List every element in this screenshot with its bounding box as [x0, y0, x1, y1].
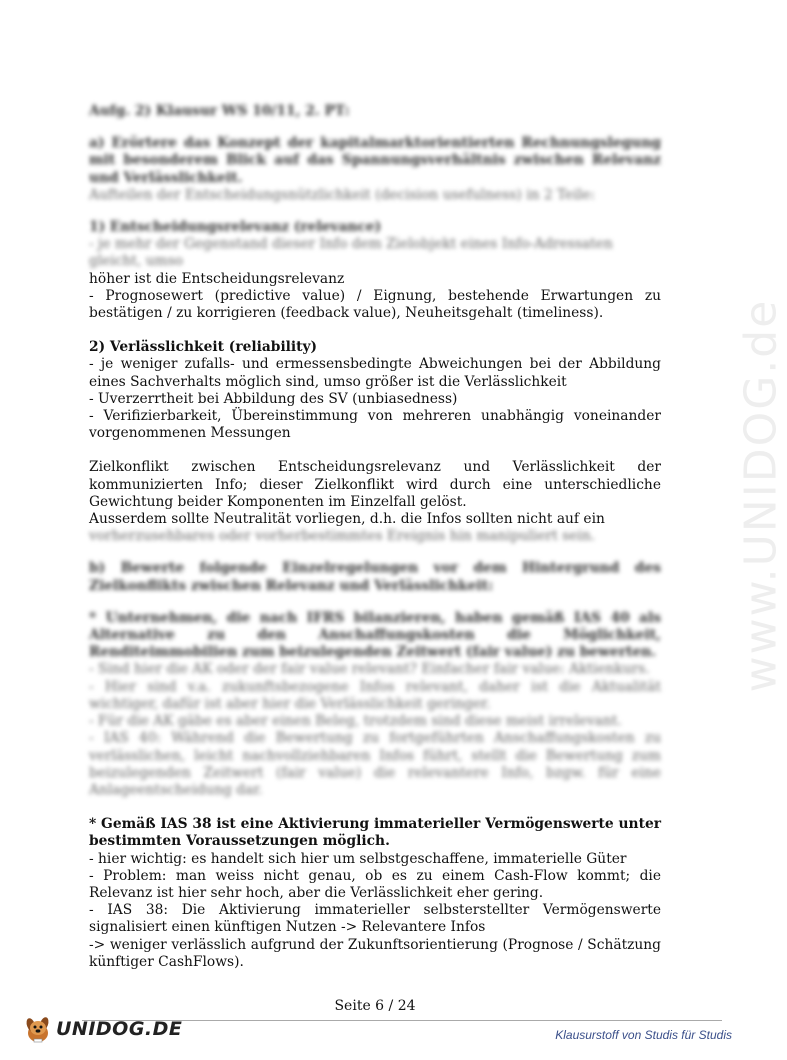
section1-line1-end: höher ist die Entscheidungsrelevanz: [89, 270, 345, 287]
section1-title: 1) Entscheidungsrelevanz (relevance): [89, 219, 382, 236]
neutrality-line: Ausserdem sollte Neutralität vorliegen, d.h. die Infos sollten nicht auf ein: [89, 511, 605, 528]
section1-line2: - Prognosewert (predictive value) / Eignung, bestehende Erwartungen zu bestätigen / zu korrigieren (feedback value), Neuheitsgehalt (timeliness).: [89, 287, 661, 322]
page-number: Seite 6 / 24: [334, 998, 416, 1014]
task-b-text: b) Bewerte folgende Einzelregelungen vor dem Hintergrund des Zielkonflikts zwischen Relevanz und Verlässlichkeit:: [89, 560, 661, 594]
conflict-paragraph: Zielkonflikt zwischen Entscheidungsrelevanz und Verlässlichkeit der kommunizierten Info; dieser Zielkonflikt wird durch eine unterschiedliche Gewichtung beider Komponenten im Einzelfall gelöst.: [89, 459, 661, 510]
task-a-text: a) Erörtere das Konzept der kapitalmarktorientierten Rechnungslegung mit besonderem Blick auf das Spannungsverhältnis zwischen Relevanz und Verlässlichkeit.: [89, 135, 661, 186]
task-a-note: Aufteilen der Entscheidungsnützlichkeit (decision usefulness) in 2 Teile:: [89, 186, 595, 203]
watermark-text: www.UNIDOG.de: [735, 298, 787, 693]
dog-icon: [24, 1014, 52, 1044]
ias40-point: - Hier sind v.a. zukunftsbezogene Infos relevant, daher ist die Aktualität wichtiger, dafür ist aber hier die Verlässlichkeit geringer.: [89, 678, 661, 712]
neutrality-line-blurred: vorherzusehbares oder vorherbestimmtes Ereignis hin manipuliert sein.: [89, 528, 596, 545]
ias38-point: - hier wichtig: es handelt sich hier um selbstgeschaffene, immaterielle Güter: [89, 850, 627, 867]
section1-line1-blurred: - je mehr der Gegenstand dieser Info dem Zielobjekt eines Info-Adressaten gleicht, umso: [89, 236, 613, 270]
footer-tagline: Klausurstoff von Studis für Studis: [555, 1028, 732, 1042]
section2-title: 2) Verlässlichkeit (reliability): [89, 339, 318, 356]
unidog-logo: [24, 1014, 182, 1044]
section2-line1: - je weniger zufalls- und ermessensbedingte Abweichungen bei der Abbildung eines Sachverhalts möglich sind, umso größer ist die Verlässlichkeit: [89, 356, 661, 390]
ias38-title: * Gemäß IAS 38 ist eine Aktivierung immaterieller Vermögenswerte unter bestimmten Voraussetzungen möglich.: [89, 816, 661, 850]
ias40-point: - Sind hier die AK oder der fair value relevant? Einfacher fair value: Aktienkurs.: [89, 661, 650, 678]
exam-heading: Aufg. 2) Klausur WS 10/11, 2. PT:: [89, 103, 350, 119]
document-body: [89, 103, 661, 971]
ias38-point: -> weniger verlässlich aufgrund der Zukunftsorientierung (Prognose / Schätzung künftiger CashFlows).: [89, 936, 661, 970]
section2-line3: - Verifizierbarkeit, Übereinstimmung von mehreren unabhängig voneinander vorgenommenen Messungen: [89, 408, 661, 442]
ias40-point: - IAS 40: Während die Bewertung zu fortgeführten Anschaffungskosten zu verlässlichen, leicht nachvollziehbaren Infos führt, stellt die Bewertung zum beizulegenden Zeitwert (fair value) die relevantere Info, bzgw. für eine Anlageentscheidung dar.: [89, 730, 661, 798]
ias40-title: * Unternehmen, die nach IFRS bilanzieren, haben gemäß IAS 40 als Alternative zu den Anschaffungskosten die Möglichkeit, Renditeimmobilien zum beizulegenden Zeitwert (fair value) zu bewerten.: [89, 609, 661, 661]
section2-line2: - Uverzerrtheit bei Abbildung des SV (unbiasedness): [89, 390, 458, 407]
watermark: [686, 260, 787, 730]
logo-text: UNIDOG.DE: [56, 1018, 183, 1040]
ias38-point: - IAS 38: Die Aktivierung immaterieller selbsterstellter Vermögenswerte signalisiert einen künftigen Nutzen -> Relevantere Infos: [89, 902, 661, 936]
ias40-point: - Für die AK gäbe es aber einen Beleg, trotzdem sind diese meist irrelevant.: [89, 713, 622, 730]
ias38-point: - Problem: man weiss nicht genau, ob es zu einem Cash-Flow kommt; die Relevanz ist hier sehr hoch, aber die Verlässlichkeit eher gering.: [89, 867, 661, 901]
